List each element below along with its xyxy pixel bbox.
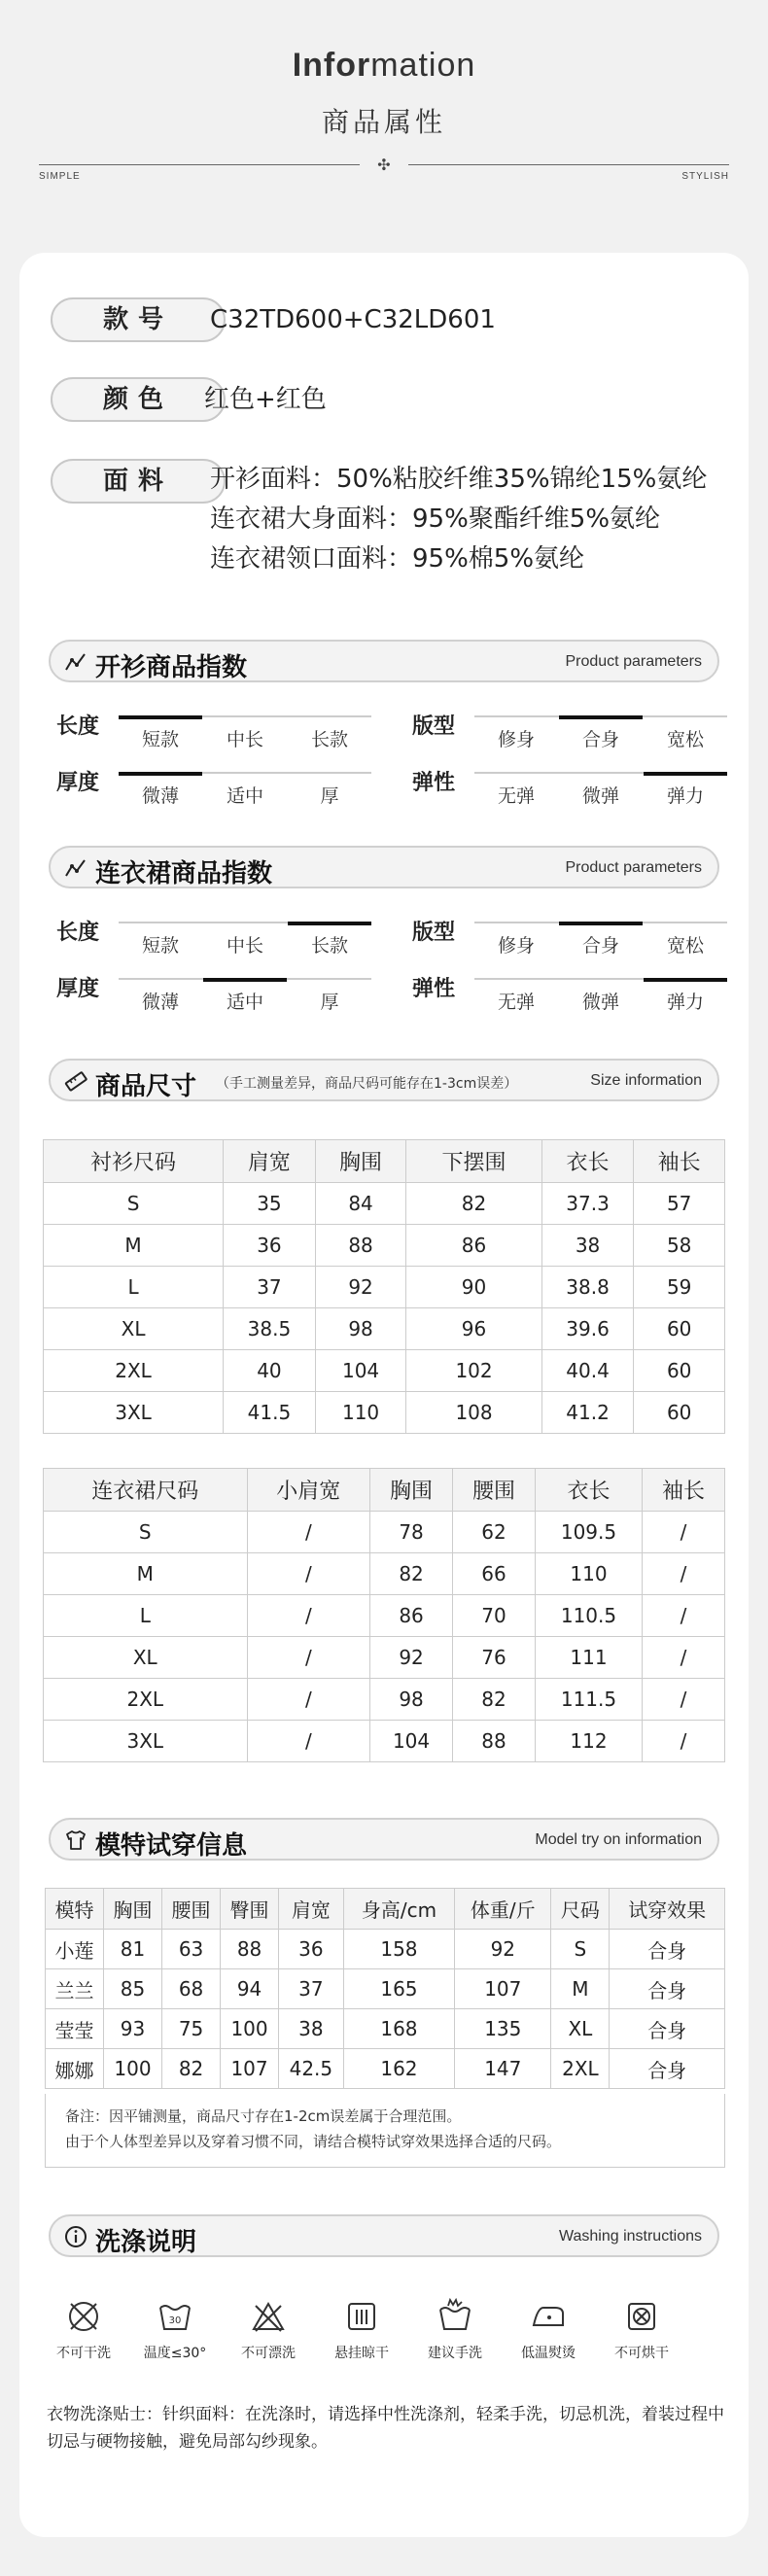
column-header: 衣长 [536, 1469, 643, 1512]
table-cell: 38 [279, 2009, 344, 2049]
scale-option: 宽松 [666, 935, 704, 957]
table-cell: 合身 [610, 1930, 725, 1969]
trend-line-icon [64, 650, 87, 674]
scale-option: 修身 [497, 729, 535, 750]
table-cell: / [247, 1637, 370, 1679]
fit-label: 版型 [412, 714, 456, 739]
scale-option: 适中 [203, 988, 287, 1014]
table-cell: 82 [162, 2049, 221, 2089]
cardigan-fit-scale [474, 715, 727, 754]
table-row [44, 1267, 725, 1308]
column-header: 胸围 [315, 1140, 406, 1183]
scale-option: 微薄 [119, 782, 202, 808]
cardigan-index-title: 开衫商品指数 [95, 653, 248, 682]
table-cell: 78 [370, 1512, 453, 1553]
divider-left [39, 164, 360, 165]
table-row [44, 1595, 725, 1637]
table-cell: 76 [453, 1637, 536, 1679]
table-cell: / [642, 1553, 724, 1595]
table-cell: 38 [541, 1225, 634, 1267]
scale-option: 适中 [226, 785, 263, 807]
table-cell: 38.5 [224, 1308, 316, 1350]
ruler-icon [64, 1069, 87, 1093]
style-no-label: 款号 [51, 297, 226, 342]
table-cell: 37 [224, 1267, 316, 1308]
table-row [44, 1721, 725, 1762]
scale-option: 无弹 [497, 992, 535, 1013]
model-title: 模特试穿信息 [95, 1831, 248, 1861]
wash-label: 不可烘干 [614, 2346, 669, 2361]
column-header: 衬衫尺码 [44, 1140, 224, 1183]
table-cell: 94 [221, 1969, 279, 2009]
wash-label: 建议手洗 [428, 2346, 482, 2361]
table-cell: M [44, 1225, 224, 1267]
table-cell: 92 [315, 1267, 406, 1308]
scale-option: 宽松 [666, 729, 704, 750]
dress-index-en: Product parameters [565, 859, 702, 876]
table-cell: 165 [343, 1969, 455, 2009]
table-cell: 100 [221, 2009, 279, 2049]
column-header: 身高/cm [343, 1889, 455, 1930]
dress-size-table [43, 1468, 725, 1762]
thickness-label: 厚度 [56, 977, 100, 1001]
table-cell: / [247, 1679, 370, 1721]
table-cell: 合身 [610, 2009, 725, 2049]
model-note-line: 由于个人体型差异以及穿着习惯不同，请结合模特试穿效果选择合适的尺码。 [65, 2133, 562, 2150]
scale-option: 微弹 [581, 992, 619, 1013]
table-cell: / [247, 1553, 370, 1595]
low-iron-icon [502, 2298, 595, 2362]
table-cell: 35 [224, 1183, 316, 1225]
table-cell: 110 [315, 1392, 406, 1434]
table-cell: 娜娜 [46, 2049, 104, 2089]
column-header: 肩宽 [224, 1140, 316, 1183]
wash-label: 低温熨烫 [521, 2346, 576, 2361]
table-cell: 111 [536, 1637, 643, 1679]
table-cell: 60 [634, 1350, 725, 1392]
table-cell: 84 [315, 1183, 406, 1225]
table-cell: 62 [453, 1512, 536, 1553]
scale-option: 长款 [310, 729, 348, 750]
column-header: 衣长 [541, 1140, 634, 1183]
elasticity-label: 弹性 [412, 771, 456, 795]
shirt-icon [64, 1828, 87, 1852]
divider-right [408, 164, 729, 165]
style-no-value: C32TD600+C32LD601 [210, 305, 496, 334]
table-cell: 100 [104, 2049, 162, 2089]
table-row [44, 1679, 725, 1721]
table-cell: 40 [224, 1350, 316, 1392]
trend-line-icon [64, 856, 87, 880]
table-cell: L [44, 1595, 248, 1637]
table-cell: 70 [453, 1595, 536, 1637]
table-cell: 102 [406, 1350, 541, 1392]
length-label: 长度 [56, 921, 100, 945]
scale-option: 无弹 [497, 785, 535, 807]
table-cell: 168 [343, 2009, 455, 2049]
table-cell: 81 [104, 1930, 162, 1969]
scale-option: 弹力 [644, 782, 727, 808]
column-header: 肩宽 [279, 1889, 344, 1930]
size-banner [49, 1059, 719, 1101]
table-cell: 小莲 [46, 1930, 104, 1969]
table-cell: 兰兰 [46, 1969, 104, 2009]
table-cell: 93 [104, 2009, 162, 2049]
cardigan-index-banner [49, 640, 719, 682]
fit-label: 版型 [412, 921, 456, 945]
table-cell: 110 [536, 1553, 643, 1595]
fabric-line: 连衣裙大身面料：95%聚酯纤维5%氨纶 [210, 505, 661, 534]
table-cell: S [44, 1183, 224, 1225]
table-cell: 85 [104, 1969, 162, 2009]
elasticity-label: 弹性 [412, 977, 456, 1001]
table-cell: 88 [453, 1721, 536, 1762]
table-cell: / [642, 1679, 724, 1721]
size-title: 商品尺寸 [95, 1072, 197, 1101]
table-cell: 3XL [44, 1392, 224, 1434]
wash-label: 不可漂洗 [241, 2346, 296, 2361]
table-row [46, 1930, 725, 1969]
table-cell: XL [551, 2009, 610, 2049]
dress-index-banner [49, 846, 719, 888]
table-cell: 92 [455, 1930, 551, 1969]
table-cell: 108 [406, 1392, 541, 1434]
table-cell: 82 [370, 1553, 453, 1595]
column-header: 试穿效果 [610, 1889, 725, 1930]
model-en: Model try on information [535, 1831, 702, 1848]
model-banner [49, 1818, 719, 1861]
fabric-label: 面料 [51, 459, 226, 504]
size-note: （手工测量差异，商品尺码可能存在1-3cm误差） [216, 1076, 518, 1092]
dress-thickness-scale [119, 978, 371, 1017]
table-cell: 135 [455, 2009, 551, 2049]
table-cell: 合身 [610, 1969, 725, 2009]
scale-option: 弹力 [644, 988, 727, 1014]
wash-label: 温度≤30° [143, 2346, 207, 2361]
table-cell: 57 [634, 1183, 725, 1225]
table-cell: 86 [406, 1225, 541, 1267]
table-row [44, 1183, 725, 1225]
table-cell: 37.3 [541, 1183, 634, 1225]
table-cell: 合身 [610, 2049, 725, 2089]
scale-option: 中长 [226, 935, 263, 957]
table-row [44, 1350, 725, 1392]
washing-tip: 衣物洗涤贴士：针织面料：在洗涤时，请选择中性洗涤剂，轻柔手洗，切忌机洗，着装过程中切忌与硬物接触，避免局部勾纱现象。 [47, 2405, 724, 2452]
table-cell: 42.5 [279, 2049, 344, 2089]
hang-dry-icon [315, 2298, 408, 2362]
scale-option: 短款 [119, 725, 202, 751]
table-cell: 36 [279, 1930, 344, 1969]
table-cell: 41.5 [224, 1392, 316, 1434]
wash-label: 悬挂晾干 [334, 2346, 389, 2361]
length-label: 长度 [56, 714, 100, 739]
table-cell: 38.8 [541, 1267, 634, 1308]
table-header-row [44, 1140, 725, 1183]
column-header: 胸围 [104, 1889, 162, 1930]
table-cell: S [551, 1930, 610, 1969]
table-cell: 88 [315, 1225, 406, 1267]
table-cell: 98 [315, 1308, 406, 1350]
wash-temp: 30 [168, 2315, 182, 2326]
washing-en: Washing instructions [558, 2228, 702, 2245]
thickness-label: 厚度 [56, 771, 100, 795]
table-cell: 110.5 [536, 1595, 643, 1637]
table-cell: 66 [453, 1553, 536, 1595]
table-cell: 158 [343, 1930, 455, 1969]
table-cell: 3XL [44, 1721, 248, 1762]
divider-mark-icon: ✣ [377, 156, 391, 174]
table-cell: XL [44, 1637, 248, 1679]
table-cell: M [551, 1969, 610, 2009]
page-subheading: 商品属性 [321, 106, 446, 138]
table-cell: 86 [370, 1595, 453, 1637]
scale-option: 厚 [320, 992, 339, 1013]
cardigan-thickness-scale [119, 772, 371, 811]
washing-banner [49, 2214, 719, 2257]
table-cell: / [642, 1721, 724, 1762]
table-cell: 147 [455, 2049, 551, 2089]
table-cell: / [247, 1512, 370, 1553]
cardigan-length-scale [119, 715, 371, 754]
color-label: 颜色 [51, 377, 226, 422]
table-cell: / [642, 1595, 724, 1637]
table-cell: 109.5 [536, 1512, 643, 1553]
cardigan-size-table [43, 1139, 725, 1434]
table-cell: 112 [536, 1721, 643, 1762]
table-row [46, 2049, 725, 2089]
table-cell: 111.5 [536, 1679, 643, 1721]
table-row [46, 1969, 725, 2009]
scale-option: 修身 [497, 935, 535, 957]
table-cell: 104 [315, 1350, 406, 1392]
cardigan-elasticity-scale [474, 772, 727, 811]
table-cell: / [247, 1721, 370, 1762]
column-header: 小肩宽 [247, 1469, 370, 1512]
table-cell: 162 [343, 2049, 455, 2089]
caption-simple: SIMPLE [39, 171, 81, 182]
scale-option: 合身 [559, 725, 643, 751]
table-cell: 88 [221, 1930, 279, 1969]
column-header: 臀围 [221, 1889, 279, 1930]
wash-label: 不可干洗 [56, 2346, 111, 2361]
table-header-row [46, 1889, 725, 1930]
table-cell: 82 [406, 1183, 541, 1225]
table-cell: 36 [224, 1225, 316, 1267]
dress-elasticity-scale [474, 978, 727, 1017]
table-cell: / [642, 1637, 724, 1679]
table-row [44, 1308, 725, 1350]
scale-option: 微薄 [141, 992, 179, 1013]
table-header-row [44, 1469, 725, 1512]
model-note [45, 2094, 725, 2168]
table-cell: 41.2 [541, 1392, 634, 1434]
fabric-line: 开衫面料：50%粘胶纤维35%锦纶15%氨纶 [210, 465, 708, 494]
table-cell: S [44, 1512, 248, 1553]
content-card [19, 253, 749, 2537]
column-header: 下摆围 [406, 1140, 541, 1183]
no-wash-icon [37, 2298, 130, 2362]
cardigan-index-en: Product parameters [565, 653, 702, 670]
table-cell: 39.6 [541, 1308, 634, 1350]
column-header: 连衣裙尺码 [44, 1469, 248, 1512]
table-cell: 98 [370, 1679, 453, 1721]
caption-stylish: STYLISH [681, 171, 729, 182]
washing-title: 洗涤说明 [95, 2228, 197, 2257]
table-cell: 68 [162, 1969, 221, 2009]
table-row [44, 1553, 725, 1595]
table-cell: 96 [406, 1308, 541, 1350]
table-cell: 92 [370, 1637, 453, 1679]
page-heading: Information [292, 47, 476, 84]
fabric-line: 连衣裙领口面料：95%棉5%氨纶 [210, 544, 585, 574]
size-en: Size information [590, 1072, 702, 1089]
column-header: 袖长 [634, 1140, 725, 1183]
no-bleach-icon [222, 2298, 315, 2362]
table-cell: / [642, 1512, 724, 1553]
scale-option: 微弹 [581, 785, 619, 807]
scale-option: 中长 [226, 729, 263, 750]
dress-length-scale [119, 922, 371, 960]
table-cell: 82 [453, 1679, 536, 1721]
table-cell: 107 [221, 2049, 279, 2089]
table-cell: / [247, 1595, 370, 1637]
dress-fit-scale [474, 922, 727, 960]
scale-option: 厚 [320, 785, 339, 807]
info-icon [64, 2225, 87, 2248]
dress-index-title: 连衣裙商品指数 [95, 859, 273, 888]
wash-30-icon [128, 2298, 222, 2362]
table-cell: 60 [634, 1308, 725, 1350]
color-value: 红色+红色 [204, 385, 327, 414]
table-cell: 90 [406, 1267, 541, 1308]
model-note-line: 备注：因平铺测量，商品尺寸存在1-2cm误差属于合理范围。 [65, 2107, 462, 2125]
column-header: 腰围 [162, 1889, 221, 1930]
table-cell: XL [44, 1308, 224, 1350]
table-cell: M [44, 1553, 248, 1595]
table-cell: 37 [279, 1969, 344, 2009]
table-row [44, 1512, 725, 1553]
hand-wash-icon [408, 2298, 502, 2362]
table-cell: 2XL [44, 1679, 248, 1721]
column-header: 体重/斤 [455, 1889, 551, 1930]
table-cell: 58 [634, 1225, 725, 1267]
column-header: 模特 [46, 1889, 104, 1930]
table-cell: 2XL [551, 2049, 610, 2089]
table-cell: 75 [162, 2009, 221, 2049]
no-tumble-dry-icon [595, 2298, 688, 2362]
scale-option: 长款 [288, 931, 371, 957]
table-row [44, 1637, 725, 1679]
table-cell: 莹莹 [46, 2009, 104, 2049]
table-cell: 40.4 [541, 1350, 634, 1392]
table-cell: 63 [162, 1930, 221, 1969]
column-header: 尺码 [551, 1889, 610, 1930]
table-cell: 2XL [44, 1350, 224, 1392]
column-header: 袖长 [642, 1469, 724, 1512]
model-table [45, 1888, 725, 2089]
table-cell: 104 [370, 1721, 453, 1762]
table-row [44, 1225, 725, 1267]
table-cell: 60 [634, 1392, 725, 1434]
scale-option: 合身 [559, 931, 643, 957]
table-row [46, 2009, 725, 2049]
table-row [44, 1392, 725, 1434]
table-cell: 59 [634, 1267, 725, 1308]
table-cell: L [44, 1267, 224, 1308]
scale-option: 短款 [141, 935, 179, 957]
table-cell: 107 [455, 1969, 551, 2009]
column-header: 腰围 [453, 1469, 536, 1512]
column-header: 胸围 [370, 1469, 453, 1512]
